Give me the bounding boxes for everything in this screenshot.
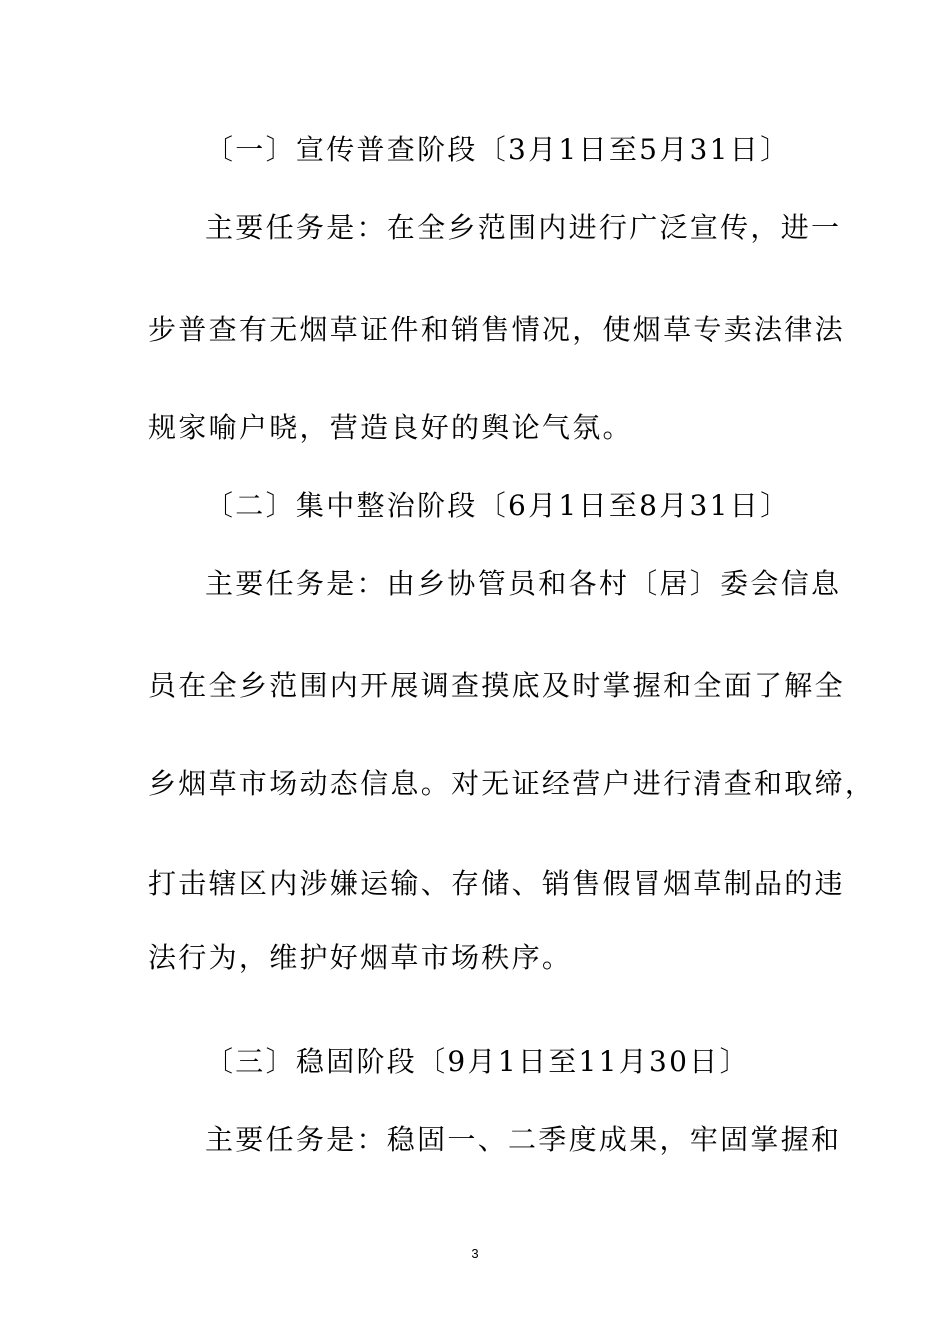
section-heading-2: 〔二〕集中整治阶段〔6月1日至8月31日〕 [205,489,791,522]
section-heading-1: 〔一〕宣传普查阶段〔3月1日至5月31日〕 [205,133,791,166]
page-number: 3 [471,1246,479,1261]
paragraph-line: 主要任务是：稳固一、二季度成果，牢固掌握和 [205,1123,842,1156]
paragraph-line: 打击辖区内涉嫌运输、存储、销售假冒烟草制品的违 [148,867,845,900]
section-heading-3: 〔三〕稳固阶段〔9月1日至11月30日〕 [205,1045,750,1078]
paragraph-line: 主要任务是：在全乡范围内进行广泛宣传，进一 [205,211,842,244]
paragraph-line: 员在全乡范围内开展调查摸底及时掌握和全面了解全 [148,669,845,702]
paragraph-line: 法行为，维护好烟草市场秩序。 [148,941,573,974]
paragraph-line: 乡烟草市场动态信息。对无证经营户进行清查和取缔， [148,767,876,800]
paragraph-line: 规家喻户晓，营造良好的舆论气氛。 [148,411,633,444]
paragraph-line: 步普查有无烟草证件和销售情况，使烟草专卖法律法 [148,313,845,346]
paragraph-line: 主要任务是：由乡协管员和各村〔居〕委会信息 [205,567,842,600]
